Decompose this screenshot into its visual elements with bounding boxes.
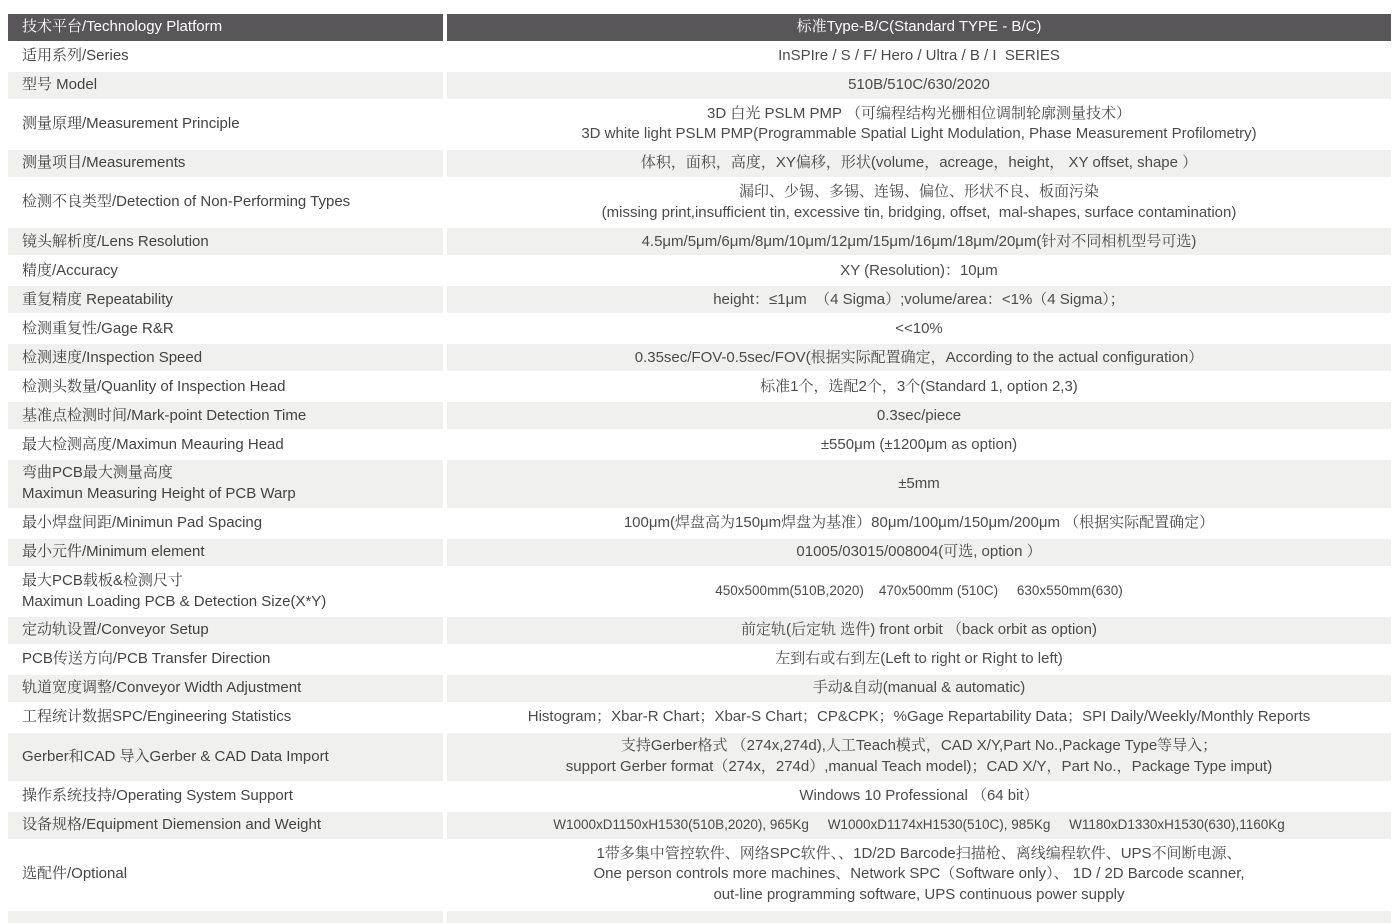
spec-row-label bbox=[8, 179, 443, 226]
spec-row-label bbox=[8, 228, 443, 255]
spec-row-label-line: 精度/Accuracy bbox=[22, 261, 118, 279]
header-value bbox=[447, 14, 1391, 41]
table-row bbox=[8, 431, 1391, 458]
spec-row-label-line: 最大检测高度/Maximun Meauring Head bbox=[22, 435, 284, 453]
spec-row-value bbox=[447, 812, 1391, 839]
table-row bbox=[8, 179, 1391, 226]
table-row bbox=[8, 568, 1391, 615]
spec-row-value bbox=[447, 43, 1391, 70]
spec-row-label bbox=[8, 460, 443, 507]
spec-row-value-line: XY (Resolution)：10μm bbox=[840, 261, 998, 279]
spec-row-label bbox=[8, 539, 443, 566]
spec-row-value bbox=[447, 72, 1391, 99]
spec-row-value-line: 0.3sec/piece bbox=[876, 406, 962, 424]
spec-row-value bbox=[447, 704, 1391, 731]
spec-row-value bbox=[447, 101, 1391, 148]
spec-row-value-line: 3D 白光 PSLM PMP （可编程结构光栅相位调制轮廓测量技术） bbox=[707, 104, 1131, 122]
spec-row-label bbox=[8, 286, 443, 313]
spec-row-value-line: Windows 10 Professional （64 bit） bbox=[799, 786, 1039, 804]
spec-row-value-line: 4.5μm/5μm/6μm/8μm/10μm/12μm/15μm/16μm/18μm/20μm(针对不同相机型号可选) bbox=[641, 232, 1197, 250]
spec-row-label-line: 适用系列/Series bbox=[22, 46, 129, 64]
spec-row-label bbox=[8, 150, 443, 177]
table-row bbox=[8, 460, 1391, 507]
spec-row-label bbox=[8, 72, 443, 99]
spec-row-value-line: 体积，面积，高度，XY偏移，形状(volume，acreage，height， XY offset, shape ） bbox=[640, 154, 1198, 172]
spec-row-label-line: 基准点检测时间/Mark-point Detection Time bbox=[22, 406, 307, 424]
spec-row-label-line: 检测头数量/Quanlity of Inspection Head bbox=[22, 377, 286, 395]
spec-row-value bbox=[447, 228, 1391, 255]
spec-row-label-line: 弯曲PCB最大测量高度 bbox=[22, 464, 173, 482]
spec-row-value-line: out-line programming software, UPS continuous power supply bbox=[713, 885, 1125, 903]
spec-row-label bbox=[8, 783, 443, 810]
table-row bbox=[8, 315, 1391, 342]
spec-row-value-line: 支持Gerber格式 （274x,274d),人工Teach模式，CAD X/Y,Part No.,Package Type等导入； bbox=[620, 737, 1218, 755]
table-row bbox=[8, 72, 1391, 99]
table-header-row bbox=[8, 14, 1391, 41]
table-row bbox=[8, 257, 1391, 284]
table-row bbox=[8, 43, 1391, 70]
spec-row-label bbox=[8, 257, 443, 284]
spec-row-value bbox=[447, 675, 1391, 702]
table-row bbox=[8, 617, 1391, 644]
spec-row-label-line: 检测不良类型/Detection of Non-Performing Types bbox=[22, 193, 351, 211]
spec-row-label-line: 镜头解析度/Lens Resolution bbox=[22, 232, 209, 250]
spec-row-label-line: PCB传送方向/PCB Transfer Direction bbox=[22, 650, 271, 668]
table-row bbox=[8, 344, 1391, 371]
spec-row-label bbox=[8, 101, 443, 148]
spec-row-value bbox=[447, 150, 1391, 177]
spec-row-label-line: 检测重复性/Gage R&R bbox=[22, 319, 174, 337]
spec-row-label-line: 测量原理/Measurement Principle bbox=[22, 115, 240, 133]
table-row bbox=[8, 783, 1391, 810]
spec-row-label bbox=[8, 568, 443, 615]
spec-row-label bbox=[8, 911, 443, 923]
spec-row-value-line: (missing print,insufficient tin, excessive tin, bridging, offset, mal-shapes, surface contamination) bbox=[601, 203, 1237, 221]
spec-row-value bbox=[447, 286, 1391, 313]
table-row bbox=[8, 675, 1391, 702]
spec-row-label-line: 最小焊盘间距/Minimun Pad Spacing bbox=[22, 513, 263, 531]
table-row bbox=[8, 911, 1391, 923]
spec-row-label bbox=[8, 617, 443, 644]
spec-row-value-line: 510B/510C/630/2020 bbox=[848, 75, 990, 93]
table-row bbox=[8, 539, 1391, 566]
spec-row-value bbox=[447, 617, 1391, 644]
spec-row-value-line: ±550μm (±1200μm as option) bbox=[820, 435, 1018, 453]
spec-row-value-line: 1带多集中管控软件、网络SPC软件、、1D/2D Barcode扫描枪、离线编程软件、UPS不间断电源、 bbox=[596, 844, 1242, 862]
spec-row-value bbox=[447, 402, 1391, 429]
spec-row-label bbox=[8, 431, 443, 458]
spec-row-value bbox=[447, 841, 1391, 909]
spec-row-label-line: 工程统计数据SPC/Engineering Statistics bbox=[22, 708, 292, 726]
spec-row-value-line: 0.35sec/FOV-0.5sec/FOV(根据实际配置确定，According to the actual configuration） bbox=[634, 348, 1204, 366]
spec-row-value-line: <<10% bbox=[895, 319, 943, 337]
spec-row-value bbox=[447, 315, 1391, 342]
spec-row-value-line: 前定轨(后定轨 选件) front orbit （back orbit as option) bbox=[741, 621, 1097, 639]
table-row bbox=[8, 646, 1391, 673]
spec-row-label bbox=[8, 344, 443, 371]
spec-row-value-line: ±5mm bbox=[898, 474, 940, 492]
spec-row-value bbox=[447, 460, 1391, 507]
table-row bbox=[8, 510, 1391, 537]
spec-row-label-line: 定动轨设置/Conveyor Setup bbox=[22, 621, 209, 639]
spec-row-value-line: 100μm(焊盘高为150μm焊盘为基准）80μm/100μm/150μm/200μm （根据实际配置确定） bbox=[623, 513, 1215, 531]
spec-row-label bbox=[8, 373, 443, 400]
spec-row-value-line: 标准1个，选配2个，3个(Standard 1, option 2,3) bbox=[760, 377, 1078, 395]
spec-row-label-line: 设备规格/Equipment Diemension and Weight bbox=[22, 815, 322, 833]
spec-row-value bbox=[447, 257, 1391, 284]
spec-row-value bbox=[447, 911, 1391, 923]
spec-row-value bbox=[447, 733, 1391, 780]
spec-row-value-line: 450x500mm(510B,2020) 470x500mm (510C) 630x550mm(630) bbox=[715, 583, 1123, 599]
spec-row-value bbox=[447, 510, 1391, 537]
table-row bbox=[8, 150, 1391, 177]
table-row bbox=[8, 101, 1391, 148]
spec-row-value-line: Histogram；Xbar-R Chart；Xbar-S Chart；CP&CPK；%Gage Repartability Data；SPI Daily/Weekly/Monthly Reports bbox=[527, 708, 1311, 726]
spec-row-value-line: support Gerber format（274x，274d）,manual Teach model)；CAD X/Y，Part No.，Package Type imput) bbox=[565, 757, 1273, 775]
spec-row-value-line: 3D white light PSLM PMP(Programmable Spatial Light Modulation, Phase Measurement Profilometry) bbox=[581, 125, 1257, 143]
spec-row-value bbox=[447, 179, 1391, 226]
spec-row-value-line: InSPIre / S / F/ Hero / Ultra / B / I SERIES bbox=[778, 46, 1060, 64]
table-row bbox=[8, 402, 1391, 429]
spec-row-value bbox=[447, 783, 1391, 810]
spec-row-value-line: 左到右或右到左(Left to right or Right to left) bbox=[775, 650, 1063, 668]
spec-row-value bbox=[447, 431, 1391, 458]
table-row bbox=[8, 704, 1391, 731]
spec-row-label bbox=[8, 315, 443, 342]
spec-row-label-line: 选配件/Optional bbox=[22, 865, 128, 883]
header-label-text: 技术平台/Technology Platform bbox=[22, 18, 223, 35]
spec-row-label-line: 最小元件/Minimum element bbox=[22, 542, 205, 560]
spec-row-value bbox=[447, 539, 1391, 566]
spec-row-label bbox=[8, 43, 443, 70]
table-row bbox=[8, 286, 1391, 313]
spec-row-value bbox=[447, 344, 1391, 371]
spec-row-label-line: 轨道宽度调整/Conveyor Width Adjustment bbox=[22, 679, 302, 697]
spec-row-label-line: 检测速度/Inspection Speed bbox=[22, 348, 203, 366]
spec-row-value-line: One person controls more machines、Network SPC（Software only）、 1D / 2D Barcode scanner, bbox=[593, 865, 1245, 883]
table-row bbox=[8, 228, 1391, 255]
spec-row-value bbox=[447, 568, 1391, 615]
spec-row-label-line: Gerber和CAD 导入Gerber & CAD Data Import bbox=[22, 747, 329, 765]
table-row bbox=[8, 812, 1391, 839]
spec-row-label bbox=[8, 812, 443, 839]
spec-row-value-line: 漏印、少锡、多锡、连锡、偏位、形状不良、板面污染 bbox=[738, 183, 1099, 201]
table-body bbox=[8, 43, 1391, 923]
header-label bbox=[8, 14, 443, 41]
spec-row-label-line: Maximun Measuring Height of PCB Warp bbox=[22, 485, 296, 503]
spec-row-label bbox=[8, 646, 443, 673]
spec-row-value-line: height：≤1μm （4 Sigma）;volume/area：<1%（4 Sigma）； bbox=[713, 290, 1125, 308]
spec-row-value bbox=[447, 646, 1391, 673]
spec-table bbox=[8, 14, 1391, 923]
spec-row-label bbox=[8, 841, 443, 909]
spec-row-label bbox=[8, 675, 443, 702]
spec-row-label-line: 测量项目/Measurements bbox=[22, 154, 186, 172]
spec-row-label bbox=[8, 733, 443, 780]
spec-row-label bbox=[8, 704, 443, 731]
spec-row-label bbox=[8, 510, 443, 537]
spec-row-label-line: Maximun Loading PCB & Detection Size(X*Y) bbox=[22, 592, 327, 610]
spec-row-label bbox=[8, 402, 443, 429]
spec-row-label-line: 操作系统技持/Operating System Support bbox=[22, 786, 293, 804]
table-row bbox=[8, 733, 1391, 780]
spec-row-value-line: 01005/03015/008004(可选, option ） bbox=[796, 542, 1042, 560]
spec-row-label-line: 重复精度 Repeatability bbox=[22, 290, 173, 308]
spec-row-label-line: 最大PCB载板&检测尺寸 bbox=[22, 571, 183, 589]
table-row bbox=[8, 373, 1391, 400]
table-row bbox=[8, 841, 1391, 909]
header-value-text: 标准Type-B/C(Standard TYPE - B/C) bbox=[796, 18, 1042, 35]
spec-row-value bbox=[447, 373, 1391, 400]
spec-row-value-line: 手动&自动(manual & automatic) bbox=[812, 679, 1026, 697]
spec-row-value-line: W1000xD1150xH1530(510B,2020), 965Kg W1000xD1174xH1530(510C), 985Kg W1180xD1330xH1530(630),1160Kg bbox=[553, 816, 1285, 832]
spec-row-label-line: 型号 Model bbox=[22, 75, 98, 93]
